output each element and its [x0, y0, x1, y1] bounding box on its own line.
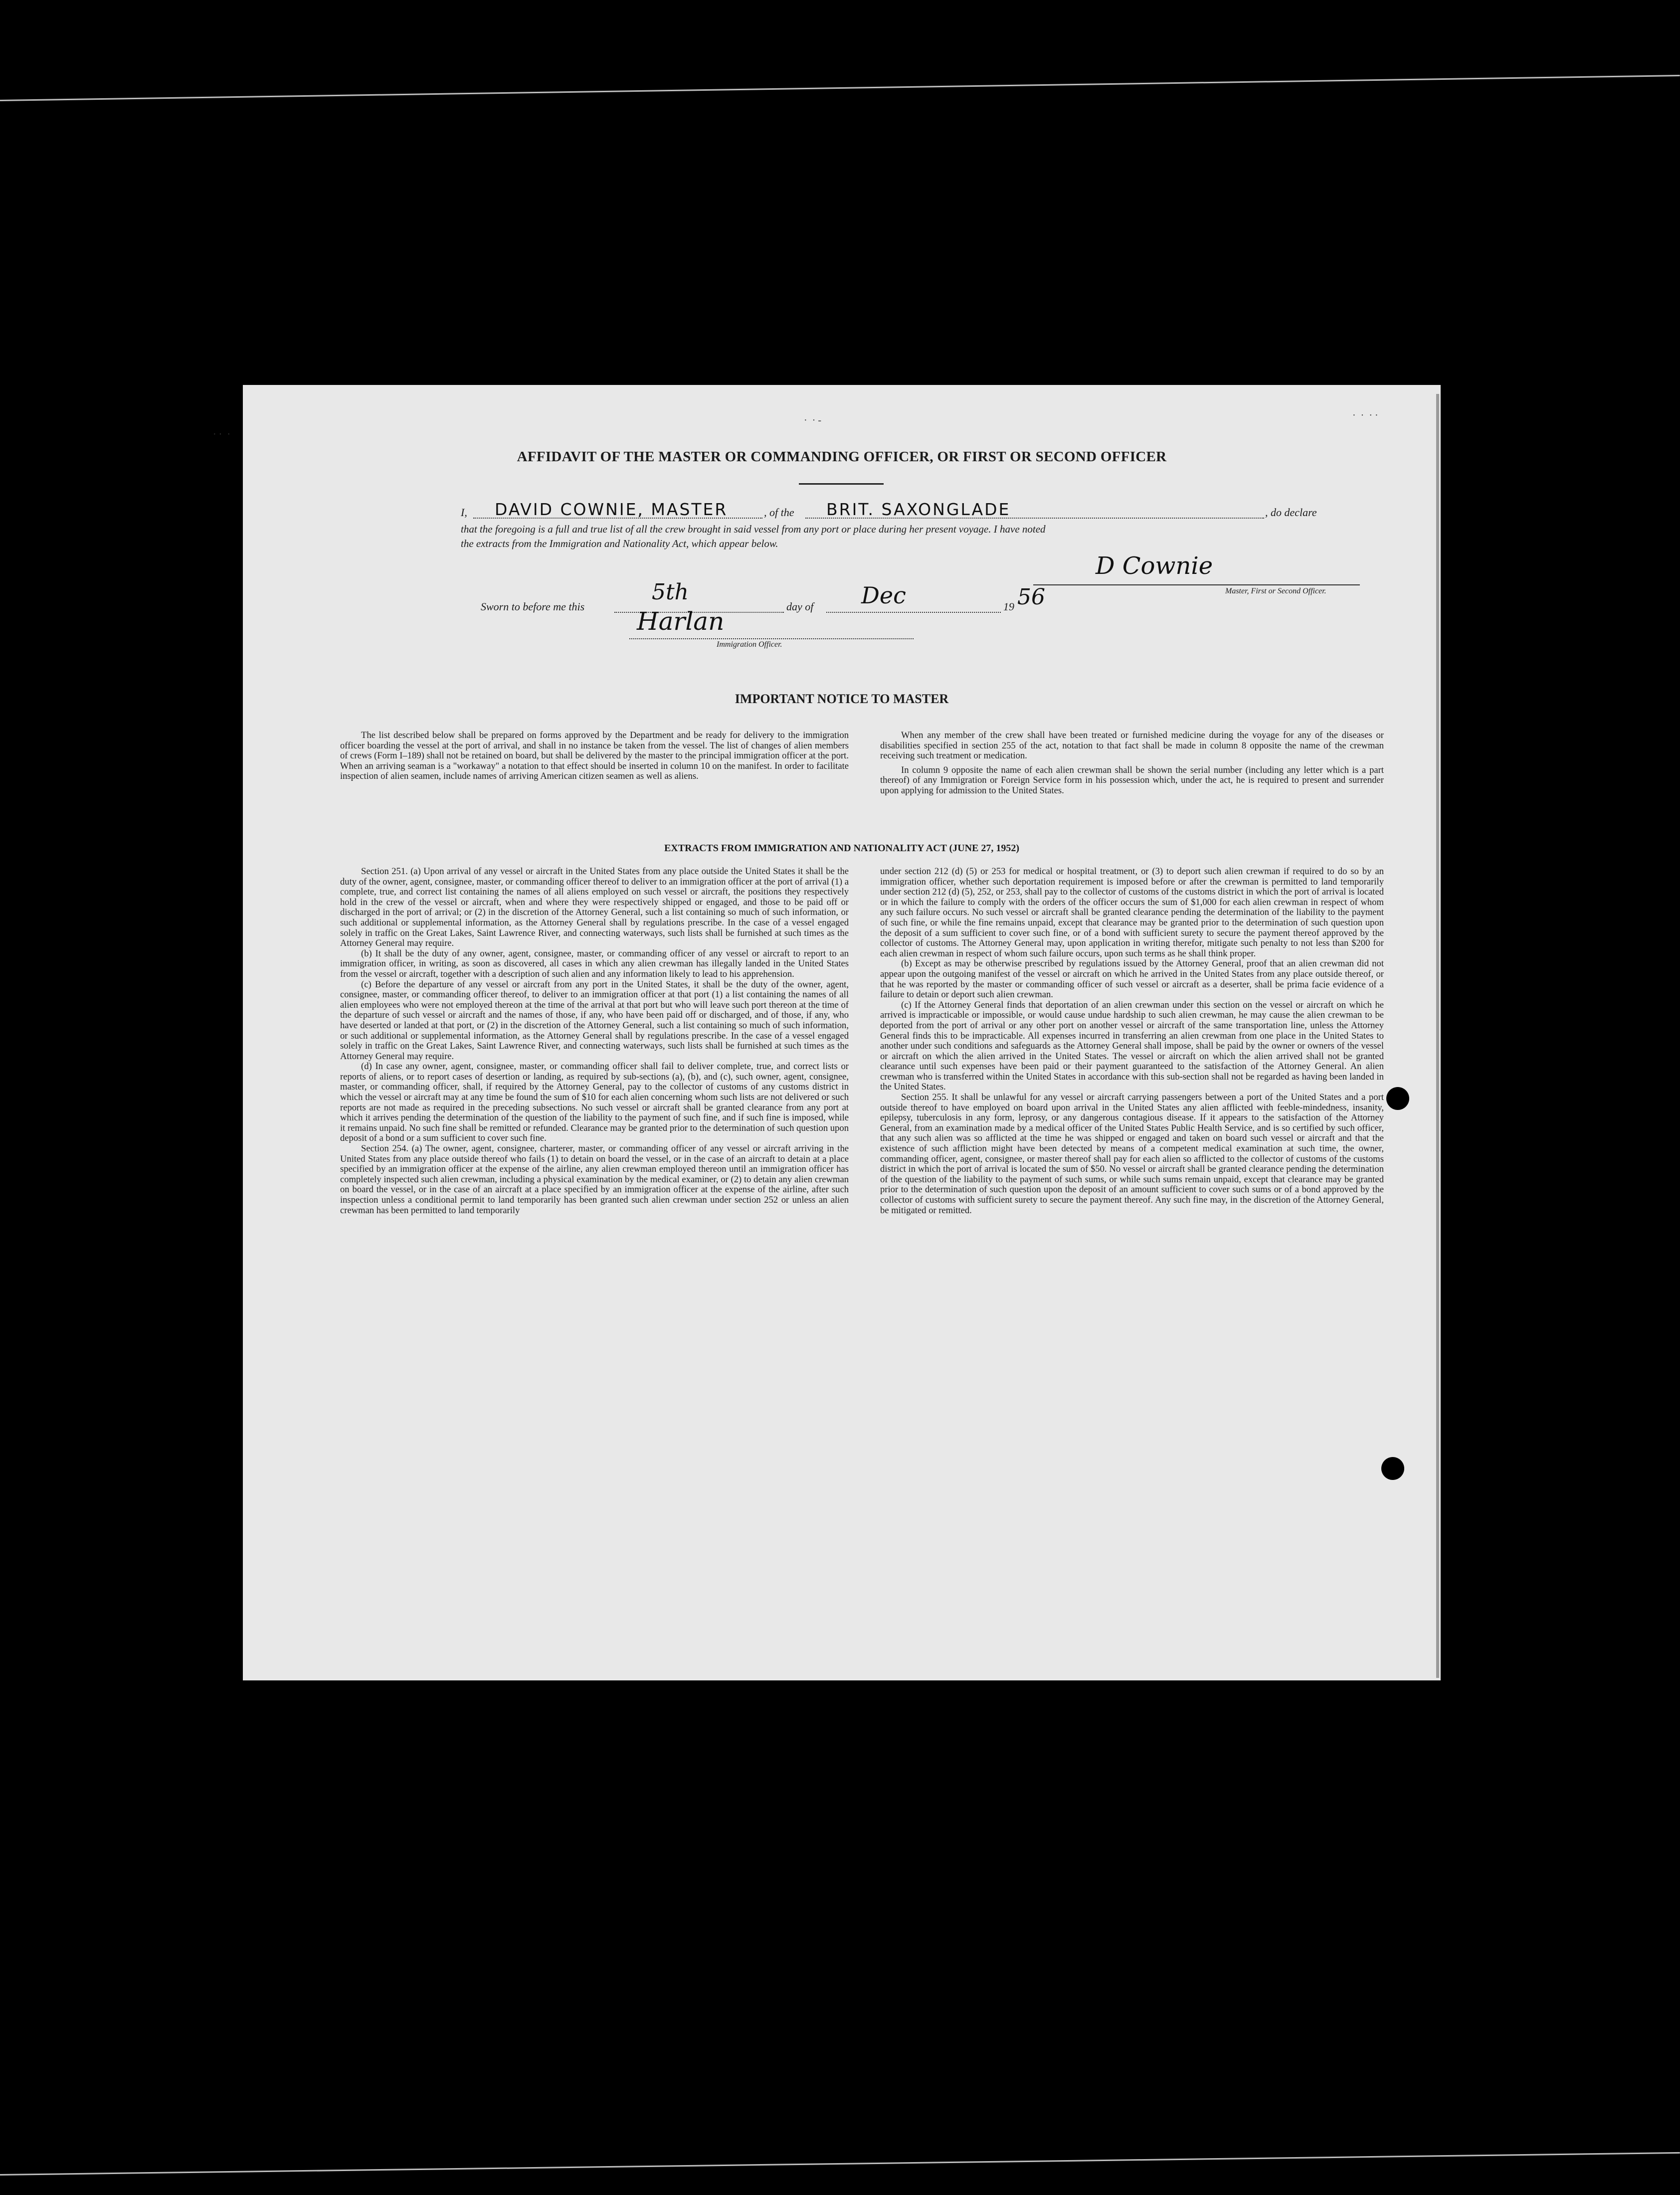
- notice-right-column: [880, 731, 1384, 796]
- officer-title-label: Immigration Officer.: [717, 640, 782, 649]
- day-of-label: day of: [786, 600, 814, 613]
- extract-paragraph: Section 251. (a) Upon arrival of any vessel or aircraft in the United States from any place outside the United States it shall be the duty of the owner, agent, consignee, master, or commanding officer thereof to deliver to an immigration officer at the port of arrival (1) a complete, true, and correct list containing the names of all aliens employed on such vessel or aircraft, the positions they respectively hold in the crew of the vessel or aircraft, when and where they were respectively shipped or engaged, and those to be paid off or discharged in the port of arrival; or (2) in the discretion of the Attorney General, such a list containing so much of such information, or such additional or supplemental information, as the Attorney General shall by regulations prescribe. In the case of a vessel engaged solely in traffic on the Great Lakes, Saint Lawrence River, and connecting waterways, such lists shall be furnished at such times as the Attorney General may require.: [340, 866, 849, 949]
- vessel-name-handwritten: BRIT. SAXONGLADE: [826, 500, 1011, 519]
- scan-edge-bottom: [0, 2152, 1680, 2176]
- title-rule: [799, 483, 884, 485]
- page-edge-shadow: [1436, 394, 1439, 1678]
- extract-paragraph: under section 212 (d) (5) or 253 for medical or hospital treatment, or (3) to deport such alien crewman if required to do so by an immigration officer, whether such deportation requirement is imposed before or after the crewman is permitted to land temporarily under section 212 (d) (5), 252, or 253, shall pay to the collector of customs of the customs district in which the port of arrival is located or in which the failure to comply with the orders of the officer occurs the sum of $1,000 for each alien crewman in respect of whom any such failure occurs. No such vessel or aircraft shall be granted clearance pending the determination of the liability to the payment of such fine, or while the fine remains unpaid, except that clearance may be granted prior to the determination of such question upon the deposit of a sum sufficient to cover such fine, or of a bond with sufficient surety to secure the payment thereof approved by the collector of customs. The Attorney General may, upon application in writing therefor, mitigate such penalty to not less than $200 for each alien crewman in respect of whom such failure occurs, upon such terms as he shall think proper.: [880, 866, 1384, 959]
- officer-signature: Harlan: [637, 607, 725, 636]
- speck: · · ·: [213, 429, 230, 440]
- declaration-line: that the foregoing is a full and true list of all the crew brought in said vessel from any port or place during her present voyage. I have noted: [461, 523, 1046, 535]
- extract-paragraph: Section 254. (a) The owner, agent, consignee, charterer, master, or commanding officer of any vessel or aircraft arriving in the United States from any place outside thereof who fails (1) to detain on board the vessel, or in the case of an aircraft to detain at a place specified by an immigration officer at the expense of the airline, any alien crewman employed thereon until an immigration officer has completely inspected such alien crewman, including a physical examination by the medical examiner, or (2) to detain any alien crewman on board the vessel, or in the case of an aircraft at a place specified by an immigration officer at the expense of the airline, after such inspection unless a conditional permit to land temporarily has been granted such alien crewman under section 252 or unless an alien crewman has been permitted to land temporarily: [340, 1143, 849, 1216]
- master-title-label: Master, First or Second Officer.: [1225, 587, 1326, 595]
- year-handwritten: 56: [1017, 584, 1045, 610]
- month-field-line: [826, 597, 1001, 613]
- extracts-left-column: [340, 867, 849, 1216]
- notice-paragraph: In column 9 opposite the name of each alien crewman shall be shown the serial number (including any letter which is a part thereof) of any Immigration or Foreign Service form in his possession which, under the act, he is required to present and surrender upon applying for admission to the United States.: [880, 764, 1384, 796]
- affidavit-title: AFFIDAVIT OF THE MASTER OR COMMANDING OFFICER, OR FIRST OR SECOND OFFICER: [517, 449, 1167, 465]
- master-signature: D Cownie: [1096, 552, 1213, 580]
- extract-paragraph: Section 255. It shall be unlawful for any vessel or aircraft carrying passengers between a port of the United States and a port outside thereof to have employed on board upon arrival in the United States any alien afflicted with feeble-mindedness, insanity, epilepsy, tuberculosis in any form, leprosy, or any dangerous contagious disease. If it appears to the satisfaction of the Attorney General, from an examination made by a medical officer of the United States Public Health Service, and is so certified by such officer, that any such alien was so afflicted at the time he was shipped or engaged and taken on board such vessel or aircraft and that the existence of such affliction might have been detected by means of a competent medical examination at such time, the owner, commanding officer, agent, consignee, or master thereof shall pay for each alien so afflicted to the collector of customs of the customs district in which the port of arrival is located the sum of $50. No vessel or aircraft shall be granted clearance pending the determination of the question of the liability to the payment of such sums, or while such sums remain unpaid, except that clearance may be granted prior to the determination of such question upon the deposit of an amount sufficient to cover such sums or of a bond approved by the collector of customs with sufficient surety to secure the payment thereof. Any such fine may, in the discretion of the Attorney General, be mitigated or remitted.: [880, 1092, 1384, 1216]
- punch-hole: [1381, 1457, 1404, 1480]
- day-handwritten: 5th: [652, 579, 689, 605]
- extract-paragraph: (b) Except as may be otherwise prescribed by regulations issued by the Attorney General, proof that an alien crewman did not appear upon the outgoing manifest of the vessel or aircraft on which he arrived in the United States from any place outside thereof, or that he was reported by the master or commanding officer of such vessel or aircraft as a deserter, shall be prima facie evidence of a failure to detain or deport such alien crewman.: [880, 958, 1384, 1000]
- month-handwritten: Dec: [861, 582, 906, 609]
- speck: · · -: [804, 415, 821, 426]
- year-prefix: 19: [1003, 600, 1014, 613]
- scan-edge-top: [0, 75, 1680, 101]
- sworn-label: Sworn to before me this: [481, 600, 585, 613]
- punch-hole: [1386, 1087, 1409, 1110]
- extract-paragraph: (c) If the Attorney General finds that deportation of an alien crewman under this section on the vessel or aircraft on which he arrived is impracticable or impossible, or would cause undue hardship to such alien crewman, he may cause the alien crewman to be deported from the port of arrival or any other port on another vessel or aircraft of the same transportation line, unless the Attorney General finds this to be impracticable. All expenses incurred in transferring an alien crewman from one place in the United States to another under such conditions and safeguards as the Attorney General shall impose, shall be paid by the owner or owners of the vessel or aircraft on which the alien arrived in the United States. The vessel or aircraft on which the alien arrived shall not be granted clearance until such expenses have been paid or their payment guaranteed to the satisfaction of the Attorney General. An alien crewman who is transferred within the United States in accordance with this sub-section shall not be regarded as having been landed in the United States.: [880, 999, 1384, 1093]
- declaration-line-extracts: the extracts from the Immigration and Nationality Act, which appear below.: [461, 538, 778, 549]
- do-declare-label: , do declare: [1265, 506, 1317, 519]
- extract-paragraph: (d) In case any owner, agent, consignee, master, or commanding officer shall fail to deliver complete, true, and correct lists or reports of aliens, or to report cases of desertion or landing, as required by sub-sections (a), (b), and (c), such owner, agent, consignee, master, or commanding officer, shall, if required by the Attorney General, pay to the collector of customs of any customs district in which the vessel or aircraft may at any time be found the sum of $10 for each alien concerning whom such lists are not delivered or such reports are not made as required in the preceding subsections. No such vessel or aircraft shall be granted clearance from any port at which it arrives pending the determination of the question of the liability to the payment of such fine, and if such fine is imposed, while it remains unpaid. No such fine shall be remitted or refunded. Clearance may be granted prior to the determination of such question upon deposit of a bond or a sum sufficient to cover such fine.: [340, 1061, 849, 1144]
- notice-paragraph: The list described below shall be prepared on forms approved by the Department and be ready for delivery to the immigration officer boarding the vessel at the port of arrival, and shall in no instance be taken from the vessel. The list of changes of alien members of crews (Form I–189) shall not be retained on board, but shall be delivered by the master to the principal immigration officer at the port. When an arriving seaman is a "workaway" a notation to that effect should be inserted in column 10 on the manifest. In order to facilitate inspection of alien seamen, include names of arriving American citizen seamen as well as aliens.: [340, 730, 849, 782]
- extract-paragraph: (c) Before the departure of any vessel or aircraft from any port in the United States, it shall be the duty of the owner, agent, consignee, master, or commanding officer thereof, to deliver to an immigration officer at that port (1) a list containing the names of all alien employees who were not employed thereon at the time of the arrival at that port but who will leave such port thereon at the time of the departure of such vessel or aircraft and the names of those, if any, who have been paid off or discharged, and of those, if any, who have deserted or landed at that port, or (2) in the discretion of the Attorney General, such a list containing so much of such information, or such additional or supplemental information, as the Attorney General shall by regulations prescribe. In the case of a vessel engaged solely in traffic on the Great Lakes, Saint Lawrence River, and connecting waterways, such lists shall be furnished at such times as the Attorney General may require.: [340, 979, 849, 1062]
- master-name-handwritten: DAVID COWNIE, MASTER: [495, 500, 728, 519]
- of-the-label: , of the: [764, 506, 794, 519]
- extracts-title: EXTRACTS FROM IMMIGRATION AND NATIONALITY ACT (JUNE 27, 1952): [664, 843, 1020, 854]
- extracts-right-column: [880, 867, 1384, 1216]
- i-label: I,: [461, 506, 467, 519]
- speck: · · · ·: [1352, 410, 1378, 421]
- extract-paragraph: (b) It shall be the duty of any owner, agent, consignee, master, or commanding officer of any vessel or aircraft to report to an immigration officer, in writing, as soon as discovered, all cases in which any alien crewman has illegally landed in the United States from the vessel or aircraft, together with a description of such alien and any information likely to lead to his apprehension.: [340, 948, 849, 979]
- notice-left-column: [340, 731, 849, 782]
- notice-title: IMPORTANT NOTICE TO MASTER: [735, 692, 949, 706]
- notice-paragraph: When any member of the crew shall have been treated or furnished medicine during the voyage for any of the diseases or disabilities specified in section 255 of the act, notation to that fact shall be made in column 8 opposite the name of the crewman receiving such treatment or medication.: [880, 730, 1384, 761]
- document-page: [213, 385, 1441, 1680]
